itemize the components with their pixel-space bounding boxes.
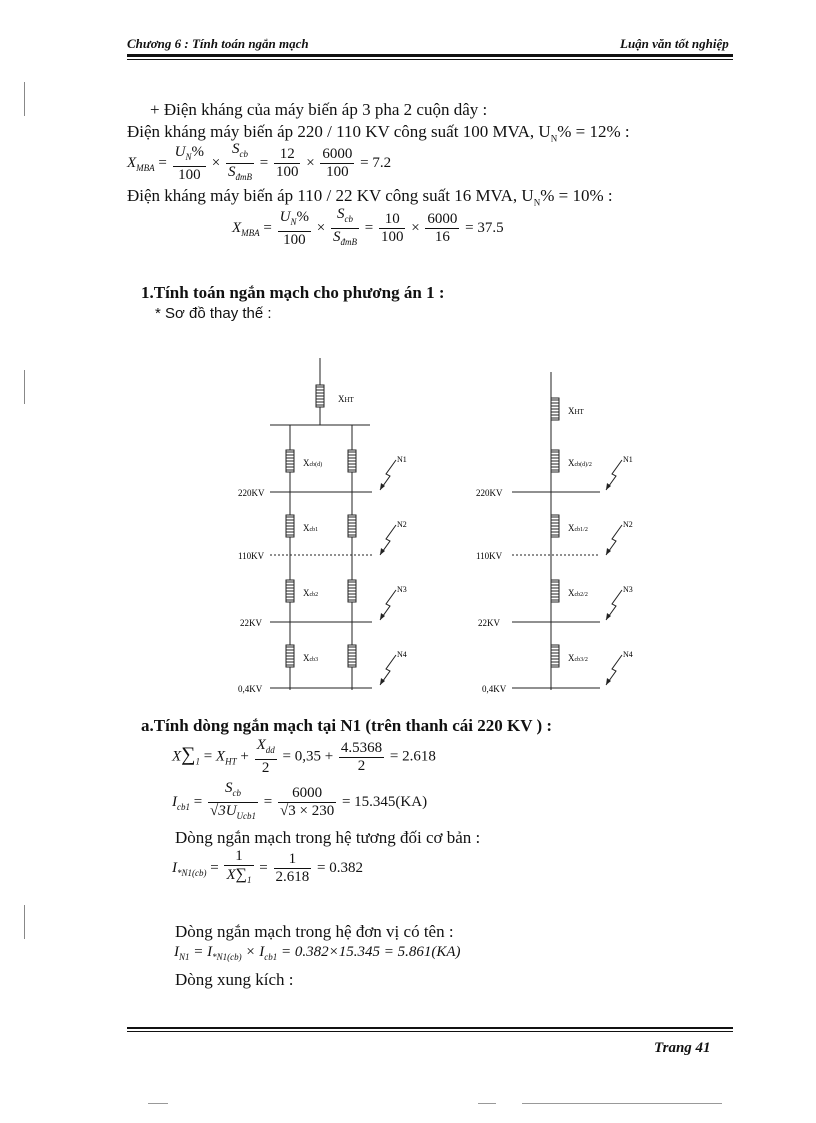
eq6-rest: = I — [193, 944, 213, 960]
eq4-frac1 — [208, 780, 258, 825]
right-bus-22: 22KV — [478, 618, 500, 628]
left-bus-22: 22KV — [240, 618, 262, 628]
eq3-f-den: 2 — [261, 760, 270, 776]
eq3-f-num-sub: dd — [265, 745, 275, 755]
eq6-times-sub: cb1 — [264, 952, 278, 962]
eq4-lhs: I — [172, 793, 177, 810]
scan-mark — [522, 1103, 722, 1104]
left-label-xht: XHT — [338, 394, 354, 404]
eq3-lhs-sub: 1 — [195, 756, 200, 767]
eq1-f3-num: 12 — [274, 146, 301, 164]
right-fault-n1 — [606, 460, 622, 490]
left-label-xcb3: Xcb2 — [303, 588, 319, 598]
eq1-times2: × — [306, 154, 315, 171]
eq5-f-den-sub: 1 — [247, 875, 252, 885]
left-coil-xht — [316, 385, 324, 407]
right-coil-4 — [551, 645, 559, 667]
left-label-xcb1: Xcb(d) — [303, 458, 323, 468]
left-coil-3b — [348, 580, 356, 602]
named-current-label: Dòng ngắn mạch trong hệ đơn vị có tên : — [175, 922, 454, 941]
right-coil-1 — [551, 450, 559, 472]
eq5-frac1 — [224, 848, 253, 889]
eq3-lhs: X — [172, 748, 182, 765]
eq1-f4-num: 6000 — [322, 146, 353, 162]
right-fault-n4 — [606, 655, 622, 685]
left-fault-n1 — [380, 460, 396, 490]
eq3-xht-sub: HT — [225, 756, 237, 767]
eq2-f3-den: 100 — [380, 229, 404, 245]
scan-edge-mark — [24, 370, 25, 404]
right-fault-n3 — [606, 590, 622, 620]
equation-i-n1 — [174, 944, 461, 962]
eq6-result: = 0.382×15.345 = 5.861(KA) — [281, 944, 461, 960]
eq1-f1-den: 100 — [178, 166, 201, 183]
eq3-f-num: X — [256, 737, 266, 753]
eq1-f2-den-sub: đmB — [235, 172, 252, 182]
relative-current-label: Dòng ngắn mạch trong hệ tương đối cơ bản : — [175, 828, 481, 847]
section1-subtitle: * Sơ đồ thay thế : — [155, 305, 272, 322]
line-220-text: Điện kháng máy biến áp 220 / 110 KV công suất 100 MVA, U — [127, 122, 551, 141]
right-label-xcb3: Xcb2/2 — [568, 588, 588, 598]
footer-rule-thin — [127, 1031, 733, 1032]
right-label-xcb4: Xcb3/2 — [568, 653, 588, 663]
eq5-g-den: 2.618 — [275, 869, 310, 885]
thesis-header: Luận văn tốt nghiệp — [620, 36, 729, 51]
eq4-eq: = — [193, 793, 203, 810]
eq2-eq: = — [263, 219, 272, 236]
eq4-g-den: √3 × 230 — [280, 803, 335, 819]
right-n2: N2 — [623, 520, 633, 529]
eq1-eq: = — [158, 154, 167, 171]
line-110-sub: N — [533, 197, 541, 208]
eq4-lhs-sub: cb1 — [177, 801, 190, 812]
eq4-result: = 15.345(KA) — [341, 793, 428, 810]
eq3-xht: X — [215, 748, 226, 765]
eq2-f2-num-sub: cb — [344, 214, 353, 224]
eq6-lhs-sub: N1 — [179, 952, 190, 962]
sigma-symbol: ∑ — [181, 743, 196, 766]
right-label-xht: XHT — [568, 406, 584, 416]
right-diagram — [476, 372, 633, 694]
eq3-g-den: 2 — [357, 757, 366, 774]
right-label-xcb1: Xcb(d)/2 — [568, 458, 592, 468]
eq1-eq2: = — [259, 154, 269, 171]
left-coil-4a — [286, 645, 294, 667]
eq2-f1-num: U — [279, 208, 291, 225]
left-coil-1a — [286, 450, 294, 472]
scan-mark — [148, 1103, 168, 1104]
eq3-frac2 — [339, 740, 384, 775]
equation-i-relative — [172, 848, 363, 889]
right-bus-110: 110KV — [476, 551, 503, 561]
footer-rule — [127, 1027, 733, 1029]
page-number: Trang 41 — [654, 1040, 711, 1056]
right-n1: N1 — [623, 455, 633, 464]
eq4-f-num: S — [225, 780, 233, 796]
eq1-f2-den: S — [227, 164, 236, 180]
left-coil-1b — [348, 450, 356, 472]
eq5-lhs: I — [172, 859, 177, 876]
left-fault-n2 — [380, 525, 396, 555]
eq2-f2-den: S — [332, 229, 341, 245]
sigma-symbol-2: ∑ — [235, 866, 248, 883]
line-110-text: Điện kháng máy biến áp 110 / 22 KV công suất 16 MVA, U — [127, 186, 534, 205]
eq5-lhs-sub: *N1(cb) — [177, 867, 207, 878]
line-110-tail: % = 10% : — [540, 186, 613, 205]
right-label-xcb2: Xcb1/2 — [568, 523, 588, 533]
left-coil-3a — [286, 580, 294, 602]
eq5-frac2 — [274, 851, 312, 886]
eq4-f-num-sub: cb — [232, 788, 241, 798]
eq5-f-den: X — [226, 867, 236, 883]
eq2-lhs: X — [232, 219, 242, 236]
left-bus-220: 220KV — [238, 488, 265, 498]
left-n2: N2 — [397, 520, 407, 529]
eq2-result: = 37.5 — [465, 219, 504, 236]
eq6-times: × I — [245, 944, 265, 960]
eq1-f1-num-tail: % — [191, 143, 204, 160]
eq6-lhs: I — [174, 944, 179, 960]
right-coil-xht — [551, 398, 559, 420]
eq2-f2-num: S — [336, 206, 345, 222]
eq3-result: = 2.618 — [389, 748, 436, 765]
eq3-mid: = 0,35 + — [282, 748, 334, 765]
scan-edge-mark — [24, 82, 25, 116]
eq4-frac2 — [278, 785, 336, 820]
eq2-lhs-sub: MBA — [241, 227, 260, 238]
left-bus-110: 110KV — [238, 551, 265, 561]
right-coil-2 — [551, 515, 559, 537]
left-bus-04: 0,4KV — [238, 684, 263, 694]
right-n3: N3 — [623, 585, 633, 594]
eq5-eq2: = — [259, 859, 268, 876]
left-label-xcb4: Xcb3 — [303, 653, 319, 663]
eq2-f3-num: 10 — [379, 211, 406, 229]
chapter-header: Chương 6 : Tính toán ngắn mạch — [127, 36, 309, 51]
impulse-current-label: Dòng xung kích : — [175, 970, 294, 989]
eq1-result: = 7.2 — [360, 154, 392, 171]
eq2-f4-num: 6000 — [427, 211, 458, 227]
left-diagram — [238, 358, 407, 694]
left-n3: N3 — [397, 585, 407, 594]
eq4-f-den: √3U — [209, 803, 237, 819]
eq1-f2-num-sub: cb — [239, 149, 248, 159]
section-a-title: a.Tính dòng ngắn mạch tại N1 (trên thanh cái 220 KV ) : — [141, 716, 553, 735]
eq3-eq: = — [203, 748, 213, 765]
eq2-f2-den-sub: đmB — [340, 237, 357, 247]
eq3-frac1 — [255, 737, 277, 777]
scan-mark — [478, 1103, 496, 1104]
eq5-f-num: 1 — [224, 848, 253, 866]
eq4-eq2: = — [263, 793, 273, 810]
eq1-times: × — [211, 154, 221, 171]
eq5-eq: = — [210, 859, 219, 876]
left-coil-2b — [348, 515, 356, 537]
eq4-g-num: 6000 — [278, 785, 336, 803]
eq1-f3-den: 100 — [275, 164, 299, 180]
eq5-result: = 0.382 — [317, 859, 363, 876]
scan-edge-mark — [24, 905, 25, 939]
eq2-times: × — [316, 219, 326, 236]
eq5-g-num: 1 — [274, 851, 312, 869]
section1-title: 1.Tính toán ngắn mạch cho phương án 1 : — [141, 283, 445, 302]
right-coil-3 — [551, 580, 559, 602]
eq2-f4-den: 16 — [434, 229, 450, 245]
eq1-f4-den: 100 — [326, 164, 349, 180]
eq1-f1-num-sub: N — [185, 151, 192, 162]
eq1-lhs-sub: MBA — [136, 162, 155, 173]
left-coil-2a — [286, 515, 294, 537]
left-fault-n4 — [380, 655, 396, 685]
eq2-eq2: = — [364, 219, 374, 236]
line-220-sub: N — [550, 133, 558, 144]
eq1-f1-num: U — [174, 143, 186, 160]
bullet-transformer: + Điện kháng của máy biến áp 3 pha 2 cuộn dây : — [150, 100, 488, 119]
eq4-f-den-sub: Ucb1 — [236, 811, 257, 821]
equation-i-cb1 — [172, 780, 427, 825]
right-bus-220: 220KV — [476, 488, 503, 498]
right-fault-n2 — [606, 525, 622, 555]
right-bus-04: 0,4KV — [482, 684, 507, 694]
eq2-f1-num-sub: N — [290, 216, 297, 227]
line-220-tail: % = 12% : — [557, 122, 630, 141]
eq2-f1-num-tail: % — [296, 208, 309, 225]
eq6-rest-sub: *N1(cb) — [212, 952, 242, 962]
left-n1: N1 — [397, 455, 407, 464]
eq2-f1-den: 100 — [283, 231, 306, 248]
left-fault-n3 — [380, 590, 396, 620]
equation-x-sum — [172, 737, 436, 777]
left-label-xcb2: Xcb1 — [303, 523, 319, 533]
left-n4: N4 — [397, 650, 407, 659]
left-coil-4b — [348, 645, 356, 667]
eq2-times2: × — [411, 219, 420, 236]
eq3-g-num: 4.5368 — [340, 739, 383, 756]
eq3-plus: + — [240, 748, 249, 765]
right-n4: N4 — [623, 650, 633, 659]
eq1-f2-num: S — [231, 141, 240, 157]
eq1-lhs: X — [127, 154, 137, 171]
